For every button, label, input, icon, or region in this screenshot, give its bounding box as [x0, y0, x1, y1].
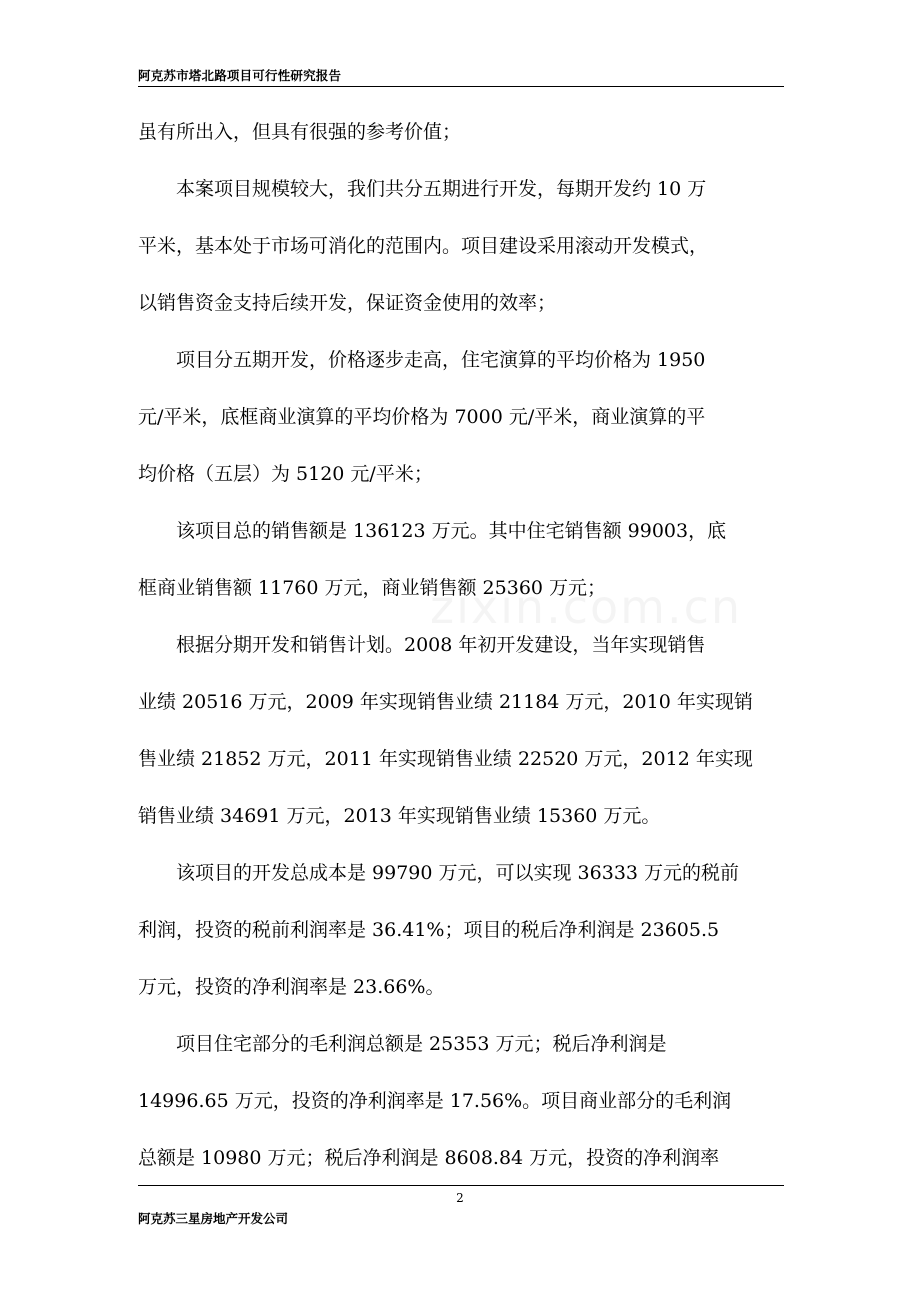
page-number: 2: [456, 1191, 464, 1205]
body-line: 利润，投资的税前利润率是 36.41%；项目的税后净利润是 23605.5: [138, 919, 720, 941]
body-line: 售业绩 21852 万元，2011 年实现销售业绩 22520 万元，2012 年实现: [138, 748, 753, 770]
body-line: 以销售资金支持后续开发，保证资金使用的效率；: [138, 292, 557, 314]
body-line: 均价格（五层）为 5120 元/平米；: [138, 463, 433, 485]
body-line: 销售业绩 34691 万元，2013 年实现销售业绩 15360 万元。: [138, 805, 661, 827]
body-line: 项目分五期开发，价格逐步走高，住宅演算的平均价格为 1950: [138, 349, 706, 371]
body-line: 该项目的开发总成本是 99790 万元，可以实现 36333 万元的税前: [138, 862, 740, 884]
body-line: 万元，投资的净利润率是 23.66%。: [138, 976, 445, 998]
footer-company: 阿克苏三星房地产开发公司: [138, 1211, 289, 1226]
body-line: 本案项目规模较大，我们共分五期进行开发，每期开发约 10 万: [138, 178, 707, 200]
body-line: 14996.65 万元，投资的净利润率是 17.56%。项目商业部分的毛利润: [138, 1090, 732, 1112]
footer-divider: [138, 1185, 784, 1186]
body-line: 项目住宅部分的毛利润总额是 25353 万元；税后净利润是: [138, 1033, 667, 1055]
body-line: 框商业销售额 11760 万元，商业销售额 25360 万元；: [138, 577, 607, 599]
body-line: 该项目总的销售额是 136123 万元。其中住宅销售额 99003，底: [138, 520, 727, 542]
body-line: 虽有所出入，但具有很强的参考价值；: [138, 121, 462, 143]
header-title: 阿克苏市塔北路项目可行性研究报告: [138, 68, 342, 83]
body-line: 总额是 10980 万元；税后净利润是 8608.84 万元，投资的净利润率: [138, 1147, 720, 1169]
body-line: 平米，基本处于市场可消化的范围内。项目建设采用滚动开发模式，: [138, 235, 709, 257]
page-header: [138, 64, 784, 87]
body-line: 根据分期开发和销售计划。2008 年初开发建设，当年实现销售: [138, 634, 706, 656]
body-line: 业绩 20516 万元，2009 年实现销售业绩 21184 万元，2010 年实现销: [138, 691, 753, 713]
body-line: 元/平米，底框商业演算的平均价格为 7000 元/平米，商业演算的平: [138, 406, 706, 428]
